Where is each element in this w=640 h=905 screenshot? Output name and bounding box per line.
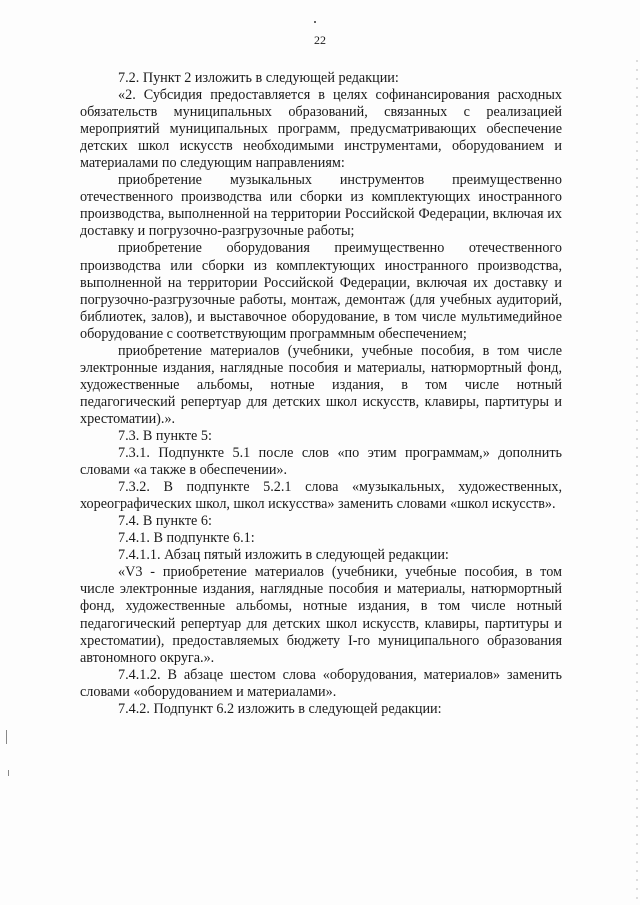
- paragraph-subsidy-purpose: «2. Субсидия предоставляется в целях софинансирования расходных обязательств муниципальных образований, связанных с реализацией мероприятий муниципальных программ, предусматривающих обеспечение детских школ искусств необходимыми инструментами, оборудованием и материалами по следующим направлениям:: [80, 87, 562, 172]
- paragraph-7-3-2: 7.3.2. В подпункте 5.2.1 слова «музыкальных, художественных, хореографических школ, школ искусства» заменить словами «школ искусств».: [80, 479, 562, 513]
- left-scan-mark: [8, 770, 9, 776]
- paragraph-7-3: 7.3. В пункте 5:: [118, 427, 212, 444]
- scan-artifact-dot: [314, 21, 316, 23]
- paragraph-7-3-1: 7.3.1. Подпункте 5.1 после слов «по этим программам,» дополнить словами «а также в обеспечении».: [80, 445, 562, 479]
- paragraph-7-2: 7.2. Пункт 2 изложить в следующей редакции:: [118, 70, 399, 86]
- left-scan-mark: [6, 730, 7, 744]
- paragraph-v3-definition: «V3 - приобретение материалов (учебники, учебные пособия, в том числе электронные издания, наглядные пособия и материалы, натюрмортный фонд, художественные альбомы, нотные издания, в том числе нотный педагогический репертуар для детских школ искусств, клавиры, партитуры и хрестоматии), предоставляемых бюджету I-го муниципального образования автономного округа.».: [80, 564, 562, 666]
- document-body: [80, 70, 562, 718]
- paragraph-7-4-1: 7.4.1. В подпункте 6.1:: [118, 530, 255, 547]
- page-number: 22: [314, 33, 326, 47]
- paragraph-7-4: 7.4. В пункте 6:: [118, 513, 212, 530]
- paragraph-materials: приобретение материалов (учебники, учебные пособия, в том числе электронные издания, наглядные пособия и материалы, натюрмортный фонд, художественные альбомы, нотные издания, в том числе нотный педагогический репертуар для детских школ искусств, клавиры, партитуры и хрестоматии).».: [80, 342, 562, 427]
- paragraph-7-4-1-1: 7.4.1.1. Абзац пятый изложить в следующей редакции:: [118, 547, 449, 564]
- paragraph-equipment: приобретение оборудования преимущественно отечественного производства или сборки из комплектующих иностранного производства, выполненной на территории Российской Федерации, включая их доставку и погрузочно-разгрузочные работы, монтаж, демонтаж (для учебных аудиторий, библиотек, залов), и выставочное оборудование, в том числе мультимедийное оборудование с соответствующим программным обеспечением;: [80, 240, 562, 342]
- paragraph-7-4-1-2: 7.4.1.2. В абзаце шестом слова «оборудования, материалов» заменить словами «оборудованием и материалами».: [80, 666, 562, 700]
- paragraph-7-4-2: 7.4.2. Подпункт 6.2 изложить в следующей редакции:: [118, 700, 442, 717]
- paragraph-musical-instruments: приобретение музыкальных инструментов преимущественно отечественного производства или сборки из комплектующих иностранного производства, выполненной на территории Российской Федерации, включая их доставку и погрузочно-разгрузочные работы;: [80, 172, 562, 240]
- right-scan-edge: [636, 60, 638, 900]
